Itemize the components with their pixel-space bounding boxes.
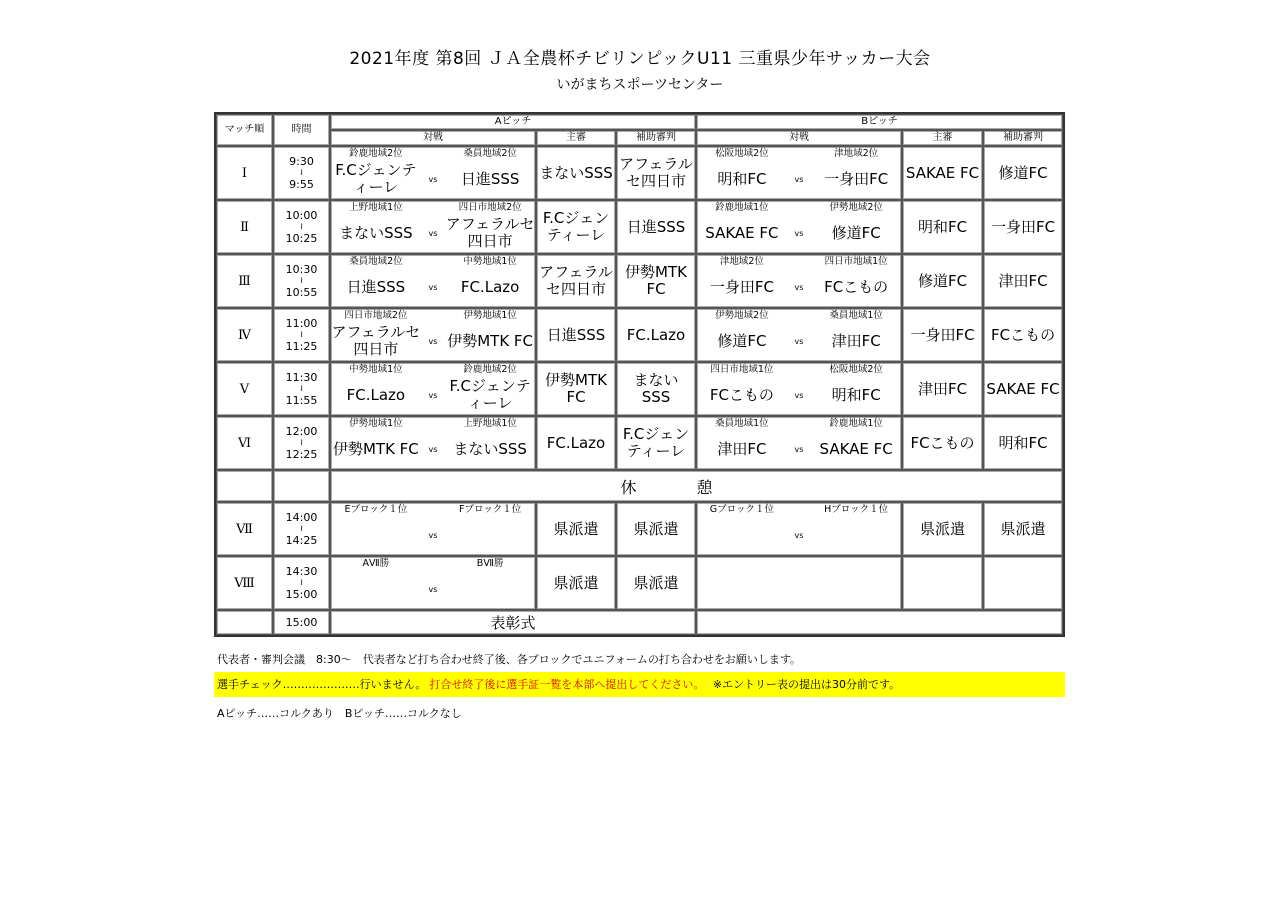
time-cell (273, 146, 330, 200)
home-seed: 鈴鹿地域1位 (715, 202, 769, 213)
empty-assistant-b (983, 556, 1063, 610)
vs-label: vs (794, 444, 804, 454)
round-row (216, 200, 1063, 254)
vs-label: vs (794, 174, 804, 184)
round-row (216, 308, 1063, 362)
referee-a: F.Cジェンティーレ (536, 200, 616, 254)
round-number: Ⅲ (216, 254, 273, 308)
assistant-a: 県派遣 (616, 502, 696, 556)
match-pairing (331, 201, 535, 253)
break-time-empty (273, 470, 330, 502)
award-time: 15:00 (273, 610, 330, 635)
away-seed: BⅦ勝 (476, 558, 504, 569)
match-cell-a (330, 502, 536, 556)
meeting-note: 代表者・審判会議 8:30～ 代表者など打ち合わせ終了後、各ブロックでユニフォームの打ち合わせをお願いします。 (217, 653, 802, 666)
assistant-a: アフェラルセ四日市 (616, 146, 696, 200)
break-order-empty (216, 470, 273, 502)
round-number: Ⅱ (216, 200, 273, 254)
match-cell-a (330, 308, 536, 362)
home-seed: 伊勢地域2位 (715, 310, 769, 321)
away-seed: 津地域2位 (834, 148, 879, 159)
away-seed: 伊勢地域2位 (829, 202, 883, 213)
away-team: 一身田FC (824, 169, 889, 188)
home-team: 伊勢MTK FC (332, 439, 419, 458)
assistant-b: SAKAE FC (983, 362, 1063, 416)
round-row (216, 362, 1063, 416)
referee-b: 一身田FC (902, 308, 983, 362)
match-pairing (697, 309, 901, 361)
assistant-a: 日進SSS (616, 200, 696, 254)
home-seed: 伊勢地域1位 (349, 418, 403, 429)
vs-label: vs (428, 228, 438, 238)
away-seed: 四日市地域2位 (458, 202, 522, 213)
referee-b: FCこもの (902, 416, 983, 470)
referee-a: 日進SSS (536, 308, 616, 362)
referee-b: 修道FC (902, 254, 983, 308)
end-time: 11:25 (285, 339, 318, 353)
start-time: 12:00 (285, 424, 318, 438)
home-seed: AⅦ勝 (362, 558, 390, 569)
home-team: アフェラルセ四日市 (331, 323, 421, 358)
home-seed: 中勢地域1位 (349, 364, 403, 375)
player-check-note (214, 672, 1065, 697)
match-cell-a (330, 146, 536, 200)
header-time: 時間 (273, 114, 330, 146)
time-separator: ≀ (299, 167, 304, 178)
away-team: 津田FC (831, 331, 881, 350)
vs-label: vs (794, 336, 804, 346)
start-time: 9:30 (289, 154, 314, 168)
match-cell-b (696, 362, 902, 416)
referee-b: 県派遣 (902, 502, 983, 556)
match-cell-a (330, 362, 536, 416)
away-seed: 松阪地域2位 (829, 364, 883, 375)
match-cell-b (696, 146, 902, 200)
time-cell (273, 308, 330, 362)
header-pitch-a: Aピッチ (330, 114, 696, 130)
venue-subtitle: いがまちスポーツセンター (556, 77, 724, 93)
start-time: 11:30 (285, 370, 318, 384)
vs-label: vs (794, 282, 804, 292)
time-separator: ≀ (299, 523, 304, 534)
match-pairing (331, 363, 535, 415)
time-cell (273, 556, 330, 610)
home-seed: 四日市地域2位 (344, 310, 408, 321)
assistant-b: FCこもの (983, 308, 1063, 362)
header-referee-a: 主審 (536, 130, 616, 146)
page-title: 2021年度 第8回 ＪＡ全農杯チビリンピックU11 三重県少年サッカー大会 (349, 49, 931, 69)
match-pairing (331, 255, 535, 307)
match-pairing (331, 147, 535, 199)
match-pairing (331, 417, 535, 469)
match-pairing (697, 363, 901, 415)
start-time: 14:00 (285, 510, 318, 524)
empty-match-b (696, 556, 902, 610)
vs-label: vs (794, 390, 804, 400)
away-team: 修道FC (831, 223, 881, 242)
time-cell (273, 362, 330, 416)
away-seed: 鈴鹿地域2位 (463, 364, 517, 375)
home-seed: 松阪地域2位 (715, 148, 769, 159)
time-separator: ≀ (299, 437, 304, 448)
match-cell-a (330, 254, 536, 308)
home-team: 津田FC (717, 439, 767, 458)
away-team: FCこもの (824, 277, 889, 296)
assistant-a: 県派遣 (616, 556, 696, 610)
round-number: Ⅳ (216, 308, 273, 362)
assistant-a: 伊勢MTK FC (616, 254, 696, 308)
away-seed: 桑員地域1位 (829, 310, 883, 321)
header-referee-b: 主審 (902, 130, 983, 146)
assistant-a: F.Cジェンティーレ (616, 416, 696, 470)
time-cell (273, 254, 330, 308)
header-assistant-a: 補助審判 (616, 130, 696, 146)
home-seed: 桑員地域1位 (715, 418, 769, 429)
referee-a: まないSSS (536, 146, 616, 200)
vs-label: vs (428, 530, 438, 540)
vs-label: vs (428, 444, 438, 454)
time-separator: ≀ (299, 329, 304, 340)
end-time: 15:00 (285, 587, 318, 601)
vs-label: vs (794, 530, 804, 540)
award-row (216, 610, 1063, 635)
award-pitch-b-empty (696, 610, 1063, 635)
away-seed: 四日市地域1位 (824, 256, 888, 267)
home-team: 明和FC (717, 169, 767, 188)
referee-a: 県派遣 (536, 556, 616, 610)
end-time: 10:55 (285, 285, 318, 299)
end-time: 9:55 (289, 177, 314, 191)
match-pairing (697, 503, 901, 555)
time-separator: ≀ (299, 383, 304, 394)
round-row (216, 254, 1063, 308)
match-cell-b (696, 416, 902, 470)
pitch-note: Aピッチ……コルクあり Bピッチ……コルクなし (217, 707, 462, 720)
end-time: 11:55 (285, 393, 318, 407)
round-number: Ⅶ (216, 502, 273, 556)
referee-a: アフェラルセ四日市 (536, 254, 616, 308)
away-team (445, 571, 535, 607)
assistant-a: まない SSS (616, 362, 696, 416)
match-pairing (697, 147, 901, 199)
assistant-a: FC.Lazo (616, 308, 696, 362)
match-cell-b (696, 200, 902, 254)
player-check-red-text: 打合せ終了後に選手証一覧を本部へ提出してください。 (429, 678, 699, 691)
schedule-table (214, 112, 1065, 637)
home-team: 修道FC (717, 331, 767, 350)
referee-a: FC.Lazo (536, 416, 616, 470)
round-row (216, 416, 1063, 470)
vs-label: vs (428, 174, 438, 184)
match-pairing (697, 255, 901, 307)
home-seed: 四日市地域1位 (710, 364, 774, 375)
vs-label: vs (428, 584, 438, 594)
end-time: 14:25 (285, 533, 318, 547)
referee-a: 伊勢MTK FC (536, 362, 616, 416)
home-team: 一身田FC (709, 277, 774, 296)
home-team: F.Cジェンティーレ (335, 161, 417, 196)
award-label: 表彰式 (330, 610, 696, 635)
away-seed: 伊勢地域1位 (463, 310, 517, 321)
home-team (331, 517, 421, 553)
vs-label: vs (428, 336, 438, 346)
start-time: 10:30 (285, 262, 318, 276)
header-match-b: 対戦 (696, 130, 902, 146)
away-team: SAKAE FC (819, 439, 893, 458)
referee-b: 津田FC (902, 362, 983, 416)
end-time: 10:25 (285, 231, 318, 245)
away-seed: Hブロック１位 (824, 504, 889, 515)
vs-label: vs (794, 228, 804, 238)
header-pitch-b: Bピッチ (696, 114, 1063, 130)
away-team: アフェラルセ四日市 (445, 215, 535, 250)
round-row (216, 502, 1063, 556)
away-seed: 桑員地域2位 (463, 148, 517, 159)
away-team: 日進SSS (460, 169, 520, 188)
start-time: 14:30 (285, 564, 318, 578)
time-cell (273, 502, 330, 556)
match-cell-a (330, 416, 536, 470)
time-separator: ≀ (299, 221, 304, 232)
award-order-empty (216, 610, 273, 635)
home-seed: 鈴鹿地域2位 (349, 148, 403, 159)
referee-b: 明和FC (902, 200, 983, 254)
match-cell-a (330, 200, 536, 254)
time-cell (273, 416, 330, 470)
home-seed: 津地域2位 (719, 256, 764, 267)
home-seed: Gブロック１位 (709, 504, 774, 515)
match-cell-a (330, 556, 536, 610)
away-seed: Fブロック１位 (458, 504, 522, 515)
header-assistant-b: 補助審判 (983, 130, 1063, 146)
round-number: Ⅰ (216, 146, 273, 200)
round-number: Ⅴ (216, 362, 273, 416)
away-team: F.Cジェンティーレ (449, 377, 531, 412)
empty-referee-b (902, 556, 983, 610)
match-pairing (331, 503, 535, 555)
header-order: マッチ順 (216, 114, 273, 146)
away-seed: 鈴鹿地域1位 (829, 418, 883, 429)
match-pairing (331, 309, 535, 361)
home-team (697, 517, 787, 553)
home-seed: 上野地域1位 (349, 202, 403, 213)
entry-deadline-text: ※エントリー表の提出は30分前です。 (701, 678, 901, 691)
header-match-a: 対戦 (330, 130, 536, 146)
home-team: SAKAE FC (705, 223, 779, 242)
vs-label: vs (428, 282, 438, 292)
home-seed: 桑員地域2位 (349, 256, 403, 267)
referee-a: 県派遣 (536, 502, 616, 556)
time-separator: ≀ (299, 577, 304, 588)
time-cell (273, 200, 330, 254)
home-team: FCこもの (709, 385, 774, 404)
start-time: 10:00 (285, 208, 318, 222)
assistant-b: 津田FC (983, 254, 1063, 308)
assistant-b: 県派遣 (983, 502, 1063, 556)
match-cell-b (696, 502, 902, 556)
away-team (445, 517, 535, 553)
away-seed: 上野地域1位 (463, 418, 517, 429)
home-team: まないSSS (339, 223, 413, 242)
match-pairing (697, 201, 901, 253)
round-number: Ⅷ (216, 556, 273, 610)
match-pairing (331, 557, 535, 609)
referee-b: SAKAE FC (902, 146, 983, 200)
home-team: FC.Lazo (346, 385, 406, 404)
home-team: 日進SSS (346, 277, 406, 296)
match-cell-b (696, 308, 902, 362)
away-team: まないSSS (453, 439, 527, 458)
away-team (811, 517, 901, 553)
match-pairing (697, 417, 901, 469)
assistant-b: 修道FC (983, 146, 1063, 200)
player-check-text: 選手チェック…………………行いません。 (217, 678, 427, 691)
round-row (216, 146, 1063, 200)
away-team: FC.Lazo (460, 277, 520, 296)
round-number: Ⅵ (216, 416, 273, 470)
away-team: 伊勢MTK FC (447, 331, 534, 350)
vs-label: vs (428, 390, 438, 400)
start-time: 11:00 (285, 316, 318, 330)
away-team: 明和FC (831, 385, 881, 404)
home-team (331, 571, 421, 607)
time-separator: ≀ (299, 275, 304, 286)
break-label: 休憩 (330, 470, 1063, 502)
home-seed: Eブロック１位 (344, 504, 408, 515)
match-cell-b (696, 254, 902, 308)
away-seed: 中勢地域1位 (463, 256, 517, 267)
round-row (216, 556, 1063, 610)
end-time: 12:25 (285, 447, 318, 461)
assistant-b: 一身田FC (983, 200, 1063, 254)
break-row (216, 470, 1063, 502)
assistant-b: 明和FC (983, 416, 1063, 470)
